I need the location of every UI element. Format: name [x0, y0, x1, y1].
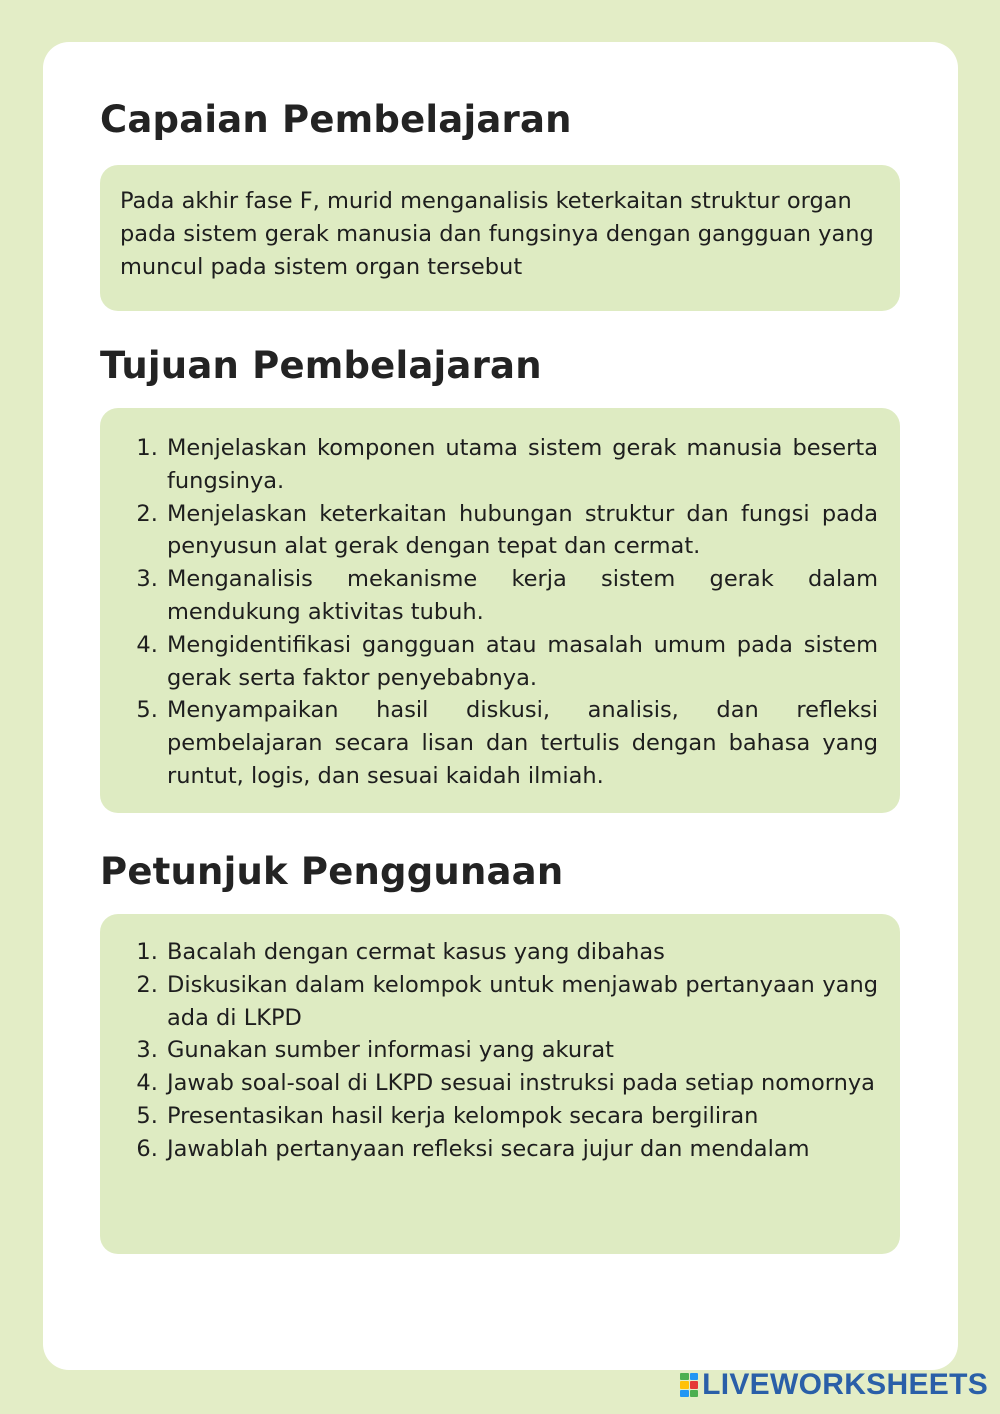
- list-item: 6. Jawablah pertanyaan refleksi secara jujur dan mendalam: [165, 1133, 878, 1166]
- capaian-text: Pada akhir fase F, murid menganalisis keterkaitan struktur organ pada sistem gerak manusia dan fungsinya dengan gangguan yang muncul pada sistem organ tersebut: [120, 188, 874, 280]
- logo-text: LIVEWORKSHEETS: [702, 1368, 988, 1401]
- list-item: 3. Menganalisis mekanisme kerja sistem gerak dalam mendukung aktivitas tubuh.: [165, 563, 878, 629]
- list-item: 1. Menjelaskan komponen utama sistem gerak manusia beserta fungsinya.: [165, 432, 878, 498]
- petunjuk-box: [100, 914, 900, 1254]
- petunjuk-title: Petunjuk Penggunaan: [100, 850, 564, 893]
- list-item: 3. Gunakan sumber informasi yang akurat: [165, 1034, 878, 1067]
- tujuan-title: Tujuan Pembelajaran: [100, 344, 542, 387]
- tujuan-box: [100, 408, 900, 813]
- list-item: 4. Mengidentifikasi gangguan atau masalah umum pada sistem gerak serta faktor penyebabnya.: [165, 629, 878, 695]
- list-item: 1. Bacalah dengan cermat kasus yang dibahas: [165, 936, 878, 969]
- capaian-title: Capaian Pembelajaran: [100, 98, 572, 141]
- list-item: 5. Presentasikan hasil kerja kelompok secara bergiliran: [165, 1100, 878, 1133]
- liveworksheets-logo-icon: [680, 1373, 698, 1397]
- list-item: 2. Menjelaskan keterkaitan hubungan struktur dan fungsi pada penyusun alat gerak dengan tepat dan cermat.: [165, 498, 878, 564]
- list-item: 2. Diskusikan dalam kelompok untuk menjawab pertanyaan yang ada di LKPD: [165, 969, 878, 1035]
- petunjuk-list: [100, 936, 900, 1166]
- tujuan-list: [100, 432, 900, 793]
- capaian-box: [100, 165, 900, 311]
- liveworksheets-logo[interactable]: [680, 1368, 988, 1402]
- list-item: 4. Jawab soal-soal di LKPD sesuai instruksi pada setiap nomornya: [165, 1067, 878, 1100]
- list-item: 5. Menyampaikan hasil diskusi, analisis, dan refleksi pembelajaran secara lisan dan tertulis dengan bahasa yang runtut, logis, dan sesuai kaidah ilmiah.: [165, 694, 878, 792]
